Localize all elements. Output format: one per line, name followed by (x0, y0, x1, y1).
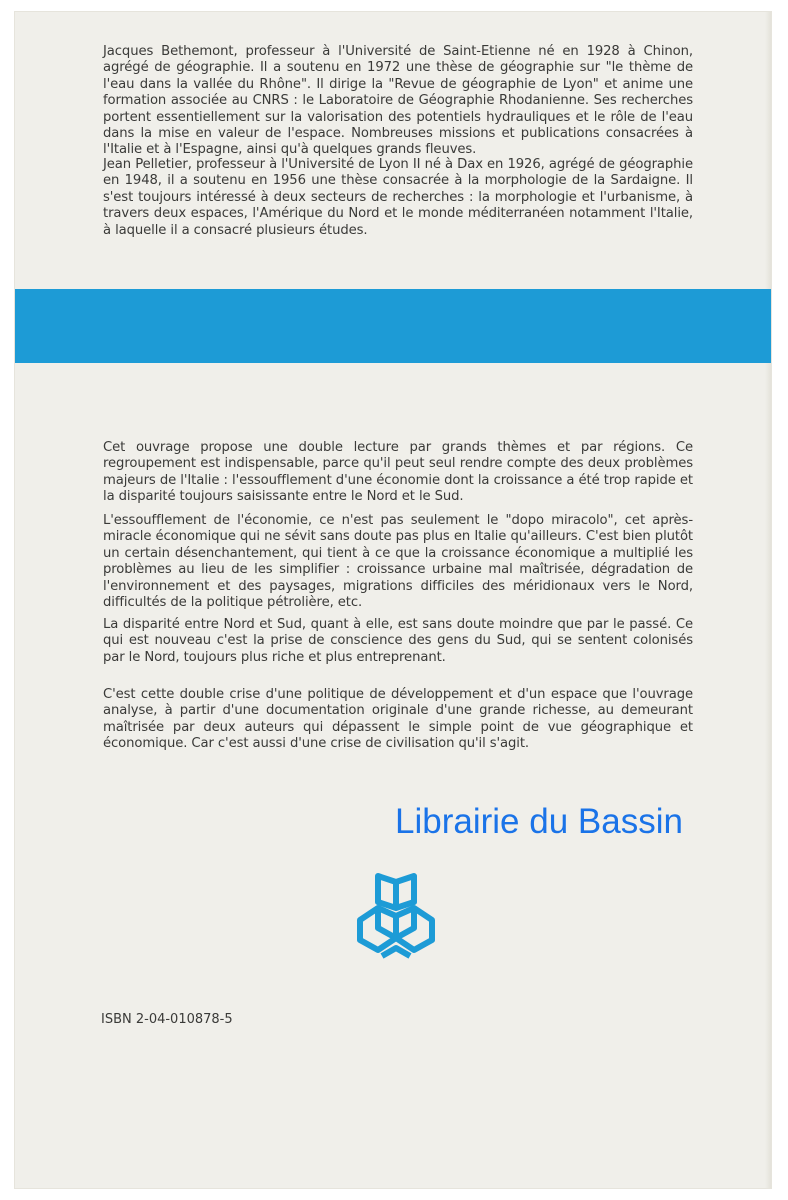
author-bio-bethemont (103, 44, 693, 159)
description-paragraph: L'essoufflement de l'économie, ce n'est pas seulement le "dopo miracolo", cet après-miracle économique qui ne sévit sans doute pas plus en Italie qu'ailleurs. C'est bien plutôt un certain désenchantement, qui tient à ce que la croissance économique a multiplié les problèmes au lieu de les simplifier : croissance urbaine mal maîtrisée, dégradation de l'environnement et des paysages, migrations difficiles des méridionaux vers le Nord, difficultés de la politique pétrolière, etc. (103, 513, 693, 611)
bookseller-watermark: Librairie du Bassin (395, 802, 683, 841)
publisher-logo-icon (352, 868, 440, 964)
back-cover (15, 12, 771, 1188)
description-paragraph: C'est cette double crise d'une politique de développement et d'un espace que l'ouvrage analyse, à partir d'une documentation originale d'une grande richesse, au demeurant maîtrisée par deux auteurs qui dépassent le simple point de vue géographique et économique. Car c'est aussi d'une crise de civilisation qu'il s'agit. (103, 687, 693, 752)
author-bio-pelletier (103, 157, 693, 239)
description-paragraph: Cet ouvrage propose une double lecture par grands thèmes et par régions. Ce regroupement est indispensable, parce qu'il peut seul rendre compte des deux problèmes majeurs de l'Italie : l'essoufflement d'une économie dont la croissance a été trop rapide et la disparité toujours saisissante entre le Nord et le Sud. (103, 440, 693, 505)
isbn-number: ISBN 2-04-010878-5 (101, 1012, 233, 1027)
blue-band (15, 289, 771, 363)
cover-edge-shadow (765, 12, 771, 1188)
bio-paragraph: Jacques Bethemont, professeur à l'Université de Saint-Etienne né en 1928 à Chinon, agrégé de géographie. Il a soutenu en 1972 une thèse de géographie sur "le thème de l'eau dans la vallée du Rhône". Il dirige la "Revue de géographie de Lyon" et anime une formation associée au CNRS : le Laboratoire de Géographie Rhodanienne. Ses recherches portent essentiellement sur la valorisation des potentiels hydrauliques et le rôle de l'eau dans la mise en valeur de l'espace. Nombreuses missions et publications consacrées à l'Italie et à l'Espagne, ainsi qu'à quelques grands fleuves. (103, 44, 693, 158)
bio-paragraph: Jean Pelletier, professeur à l'Université de Lyon II né à Dax en 1926, agrégé de géographie en 1948, il a soutenu en 1956 une thèse consacrée à la morphologie de la Sardaigne. Il s'est toujours intéressé à deux secteurs de recherches : la morphologie et l'urbanisme, à travers deux espaces, l'Amérique du Nord et le monde méditerranéen notamment l'Italie, à laquelle il a consacré plusieurs études. (103, 157, 693, 238)
description-paragraph: La disparité entre Nord et Sud, quant à elle, est sans doute moindre que par le passé. Ce qui est nouveau c'est la prise de conscience des gens du Sud, qui se sentent colonisés par le Nord, toujours plus riche et plus entreprenant. (103, 617, 693, 665)
